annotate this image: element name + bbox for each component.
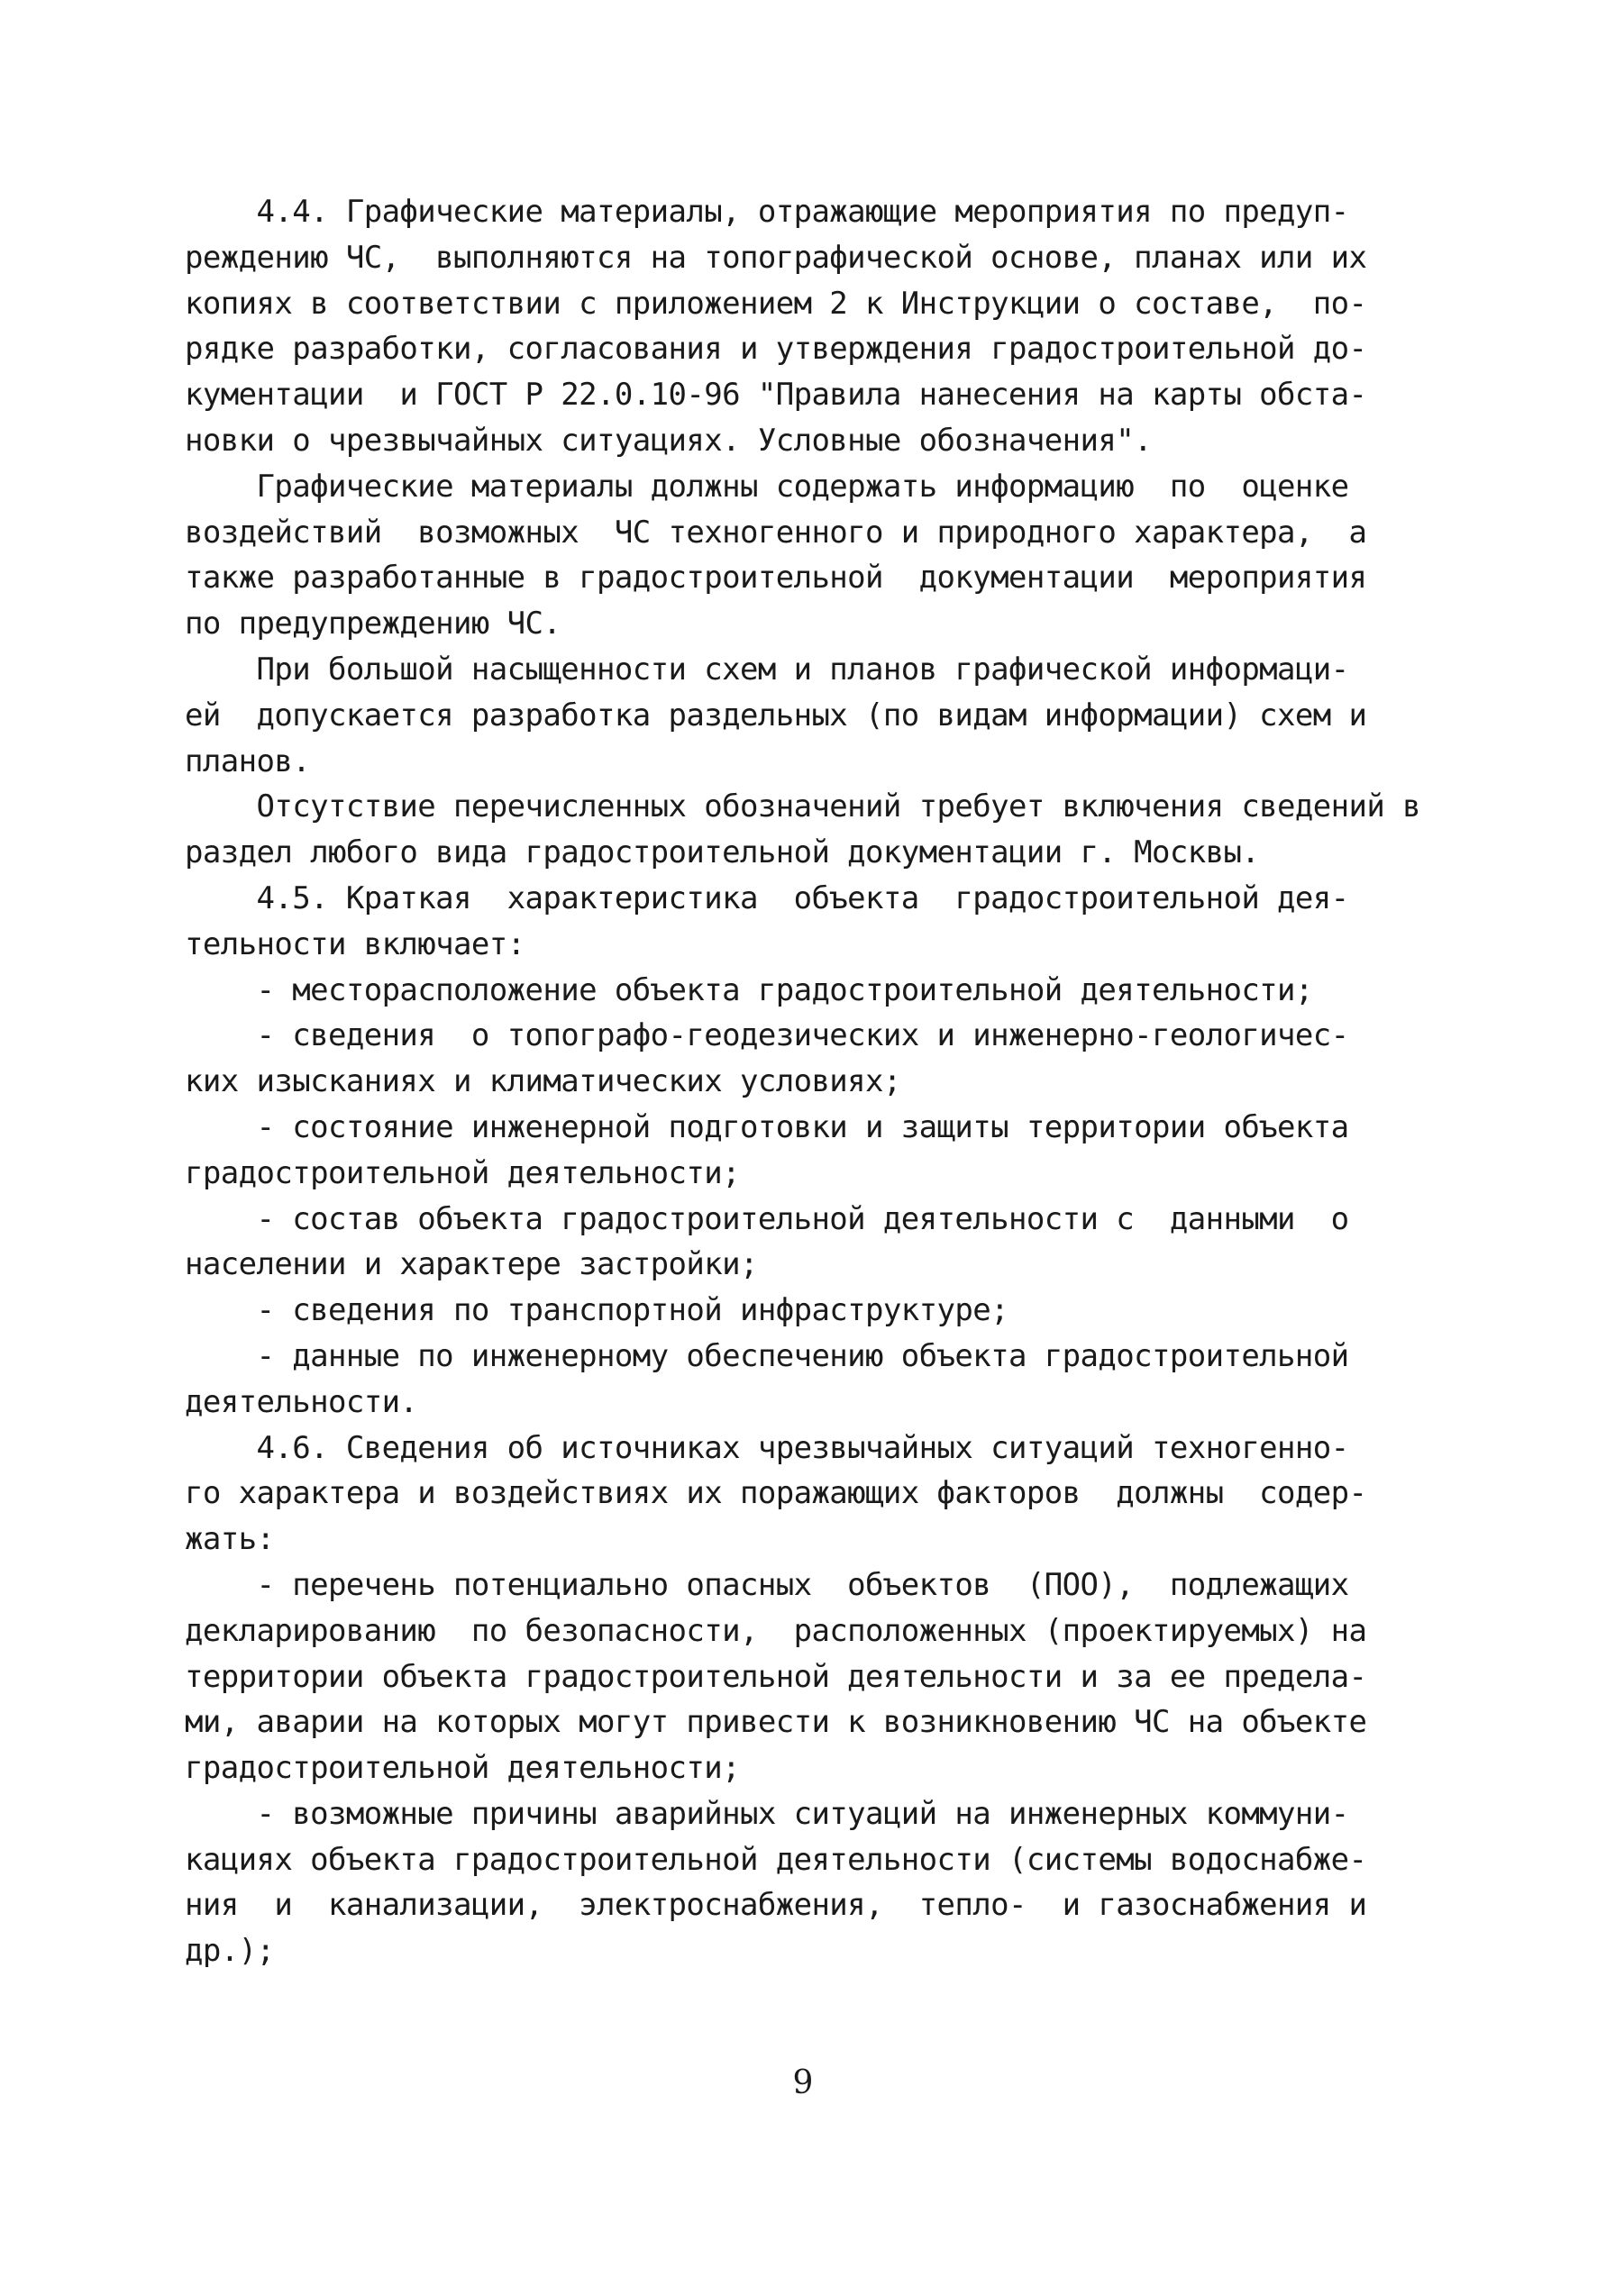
text-line: - состояние инженерной подготовки и защиты территории объекта bbox=[185, 1108, 1349, 1145]
text-line: также разработанные в градостроительной документации мероприятия bbox=[185, 560, 1367, 597]
text-line: жать: bbox=[185, 1521, 275, 1558]
text-line: рядке разработки, согласования и утверждения градостроительной до- bbox=[185, 331, 1367, 368]
text-line: - возможные причины аварийных ситуаций на инженерных коммуни- bbox=[185, 1795, 1349, 1832]
text-line: деятельности. bbox=[185, 1383, 418, 1420]
text-line: территории объекта градостроительной деятельности и за ее предела- bbox=[185, 1658, 1367, 1695]
text-line: - сведения о топографо-геодезических и инженерно-геологичес- bbox=[185, 1017, 1349, 1054]
body-text bbox=[185, 189, 1421, 1974]
text-line: 4.5. Краткая характеристика объекта градостроительной дея- bbox=[185, 879, 1349, 916]
text-line: раздел любого вида градостроительной документации г. Москвы. bbox=[185, 834, 1260, 871]
text-line: - месторасположение объекта градостроительной деятельности; bbox=[185, 971, 1313, 1008]
text-line: градостроительной деятельности; bbox=[185, 1154, 740, 1191]
text-line: кациях объекта градостроительной деятельности (системы водоснабже- bbox=[185, 1841, 1367, 1878]
text-line: планов. bbox=[185, 743, 311, 779]
text-line: копиях в соответствии с приложением 2 к Инструкции о составе, по- bbox=[185, 285, 1367, 322]
page-number: 9 bbox=[792, 2064, 814, 2101]
text-line: воздействий возможных ЧС техногенного и природного характера, а bbox=[185, 514, 1367, 551]
text-line: - перечень потенциально опасных объектов (ПОО), подлежащих bbox=[185, 1566, 1349, 1603]
text-line: декларированию по безопасности, расположенных (проектируемых) на bbox=[185, 1612, 1367, 1649]
text-line: кументации и ГОСТ Р 22.0.10-96 "Правила нанесения на карты обста- bbox=[185, 377, 1367, 414]
text-line: реждению ЧС, выполняются на топографической основе, планах или их bbox=[185, 239, 1367, 276]
text-line: Отсутствие перечисленных обозначений требует включения сведений в bbox=[185, 788, 1421, 825]
text-line: др.); bbox=[185, 1933, 275, 1970]
text-line: Графические материалы должны содержать информацию по оценке bbox=[185, 468, 1349, 505]
text-line: тельности включает: bbox=[185, 925, 525, 962]
text-line: 4.6. Сведения об источниках чрезвычайных ситуаций техногенно- bbox=[185, 1429, 1349, 1466]
text-line: ких изысканиях и климатических условиях; bbox=[185, 1063, 901, 1100]
text-line: ми, аварии на которых могут привести к возникновению ЧС на объекте bbox=[185, 1704, 1367, 1741]
text-line: При большой насыщенности схем и планов графической информаци- bbox=[185, 651, 1349, 688]
text-line: градостроительной деятельности; bbox=[185, 1750, 740, 1787]
text-line: ей допускается разработка раздельных (по видам информации) схем и bbox=[185, 697, 1367, 733]
text-line: го характера и воздействиях их поражающих факторов должны содер- bbox=[185, 1475, 1367, 1512]
text-line: ния и канализации, электроснабжения, тепло- и газоснабжения и bbox=[185, 1887, 1367, 1924]
text-line: - сведения по транспортной инфраструктуре; bbox=[185, 1292, 1009, 1329]
text-line: - данные по инженерному обеспечению объекта градостроительной bbox=[185, 1337, 1349, 1374]
text-line: новки о чрезвычайных ситуациях. Условные обозначения". bbox=[185, 422, 1152, 459]
text-line: 4.4. Графические материалы, отражающие мероприятия по предуп- bbox=[185, 194, 1349, 230]
text-line: - состав объекта градостроительной деятельности с данными о bbox=[185, 1200, 1349, 1237]
text-line: по предупреждению ЧС. bbox=[185, 606, 561, 642]
text-line: населении и характере застройки; bbox=[185, 1246, 758, 1283]
